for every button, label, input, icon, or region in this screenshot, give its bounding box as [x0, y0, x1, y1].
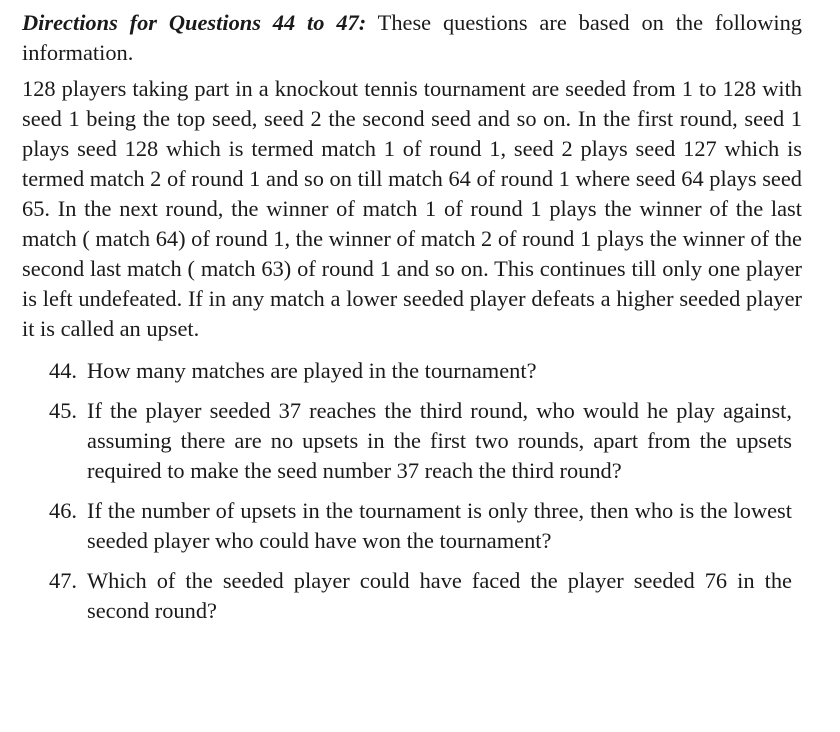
question-number: 44.: [49, 358, 77, 383]
directions-heading: Directions for Questions 44 to 47:: [22, 10, 367, 35]
directions-paragraph: [22, 8, 802, 68]
question-item: [49, 356, 802, 386]
question-text: If the player seeded 37 reaches the third round, who would he play against, assuming there are no upsets in the first two rounds, apart from the upsets required to make the seed number 37 reach the third round?: [87, 398, 792, 483]
question-list: [22, 356, 802, 626]
question-item: [49, 396, 802, 486]
question-number: 45.: [49, 398, 77, 423]
question-text: How many matches are played in the tournament?: [87, 358, 537, 383]
directions-text: These questions are based on the following information.: [22, 10, 802, 65]
passage-text: 128 players taking part in a knockout tennis tournament are seeded from 1 to 128 with seed 1 being the top seed, seed 2 the second seed and so on. In the first round, seed 1 plays seed 128 which is termed match 1 of round 1, seed 2 plays seed 127 which is termed match 2 of round 1 and so on till match 64 of round 1 where seed 64 plays seed 65. In the next round, the winner of match 1 of round 1 plays the winner of the last match ( match 64) of round 1, the winner of match 2 of round 1 plays the winner of the second last match ( match 63) of round 1 and so on. This continues till only one player is left undefeated. If in any match a lower seeded player defeats a higher seeded player it is called an upset.: [22, 76, 802, 341]
question-text: Which of the seeded player could have faced the player seeded 76 in the second round?: [87, 568, 792, 623]
question-item: [49, 566, 802, 626]
question-number: 46.: [49, 498, 77, 523]
question-text: If the number of upsets in the tournament is only three, then who is the lowest seeded player who could have won the tournament?: [87, 498, 792, 553]
question-item: [49, 496, 802, 556]
question-number: 47.: [49, 568, 77, 593]
